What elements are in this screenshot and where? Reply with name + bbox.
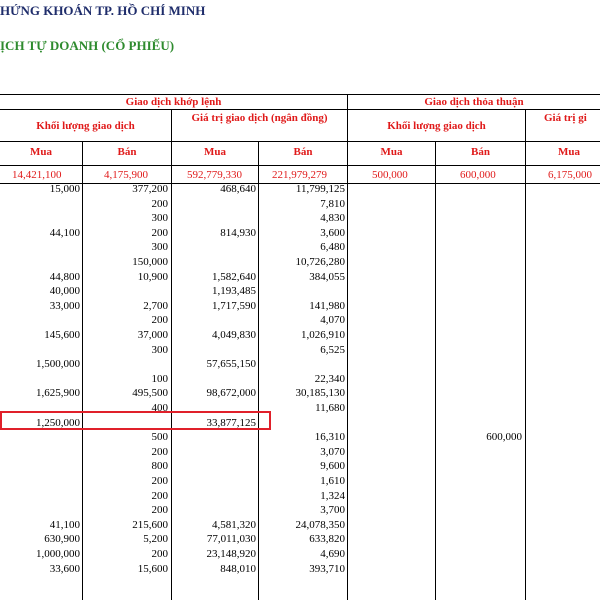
cell-sell-value: 141,980 [309, 299, 345, 312]
cell-buy-volume: 1,625,900 [36, 387, 80, 400]
highlight-box [0, 411, 271, 430]
cell-buy-value: 77,011,030 [206, 533, 256, 546]
cell-sell-value: 9,600 [320, 460, 345, 473]
cell-sell-value: 11,680 [315, 402, 345, 414]
col-buy-neg-value: Mua [558, 146, 580, 158]
cell-sell-volume: 2,700 [143, 299, 168, 312]
table-row [0, 314, 600, 327]
table-row [0, 548, 600, 561]
table-row [0, 271, 600, 284]
table-row [0, 344, 600, 357]
cell-sell-value: 30,185,130 [295, 387, 345, 400]
cell-sell-value: 16,310 [314, 431, 345, 444]
value-subheader: Giá trị giao dịch (ngân đồng) [191, 112, 328, 124]
total-sell-value: 221,979,279 [272, 169, 327, 181]
table-row [0, 358, 600, 371]
col-buy-volume: Mua [30, 146, 52, 158]
table-row [0, 563, 600, 576]
cell-sell-volume: 200 [151, 548, 168, 560]
cell-buy-volume: 33,600 [49, 562, 80, 575]
total-sell-volume: 4,175,900 [104, 169, 148, 181]
cell-sell-value: 633,820 [309, 533, 345, 546]
cell-sell-value: 4,830 [320, 212, 345, 225]
cell-sell-volume: 215,600 [132, 518, 168, 531]
cell-sell-volume: 150,000 [132, 256, 168, 268]
cell-sell-volume: 200 [151, 314, 168, 327]
cell-buy-value: 1,193,485 [212, 285, 256, 298]
table-row [0, 475, 600, 488]
table-row [0, 490, 600, 503]
cell-sell-value: 11,799,125 [295, 183, 345, 195]
matched-group-header: Giao dịch khớp lệnh [125, 96, 222, 108]
report-title: HỨNG KHOÁN TP. HỒ CHÍ MINH [0, 3, 206, 18]
cell-sell-value: 4,690 [320, 548, 345, 560]
cell-sell-value: 10,726,280 [295, 256, 345, 268]
cell-sell-value: 384,055 [309, 270, 345, 283]
cell-sell-volume: 400 [151, 402, 168, 414]
table-row [0, 227, 600, 240]
table-row [0, 329, 600, 342]
cell-sell-volume: 100 [151, 372, 168, 385]
table-row [0, 519, 600, 532]
cell-buy-volume: 15,000 [49, 183, 80, 195]
cell-sell-neg-volume: 600,000 [486, 431, 522, 444]
neg-value-subheader: Giá trị gi [544, 112, 587, 124]
cell-sell-volume: 200 [151, 489, 168, 502]
cell-buy-volume: 1,000,000 [36, 548, 80, 560]
cell-sell-value: 1,324 [320, 489, 345, 502]
cell-sell-volume: 200 [151, 445, 168, 458]
cell-buy-value: 23,148,920 [206, 548, 256, 560]
cell-buy-volume: 1,500,000 [36, 358, 80, 371]
group-header-divider [0, 109, 600, 110]
neg-volume-subheader: Khối lượng giao dịch [387, 120, 486, 132]
cell-sell-value: 1,026,910 [301, 329, 345, 341]
table-row [0, 241, 600, 254]
table-row [0, 212, 600, 225]
col-sell-value: Bán [293, 146, 313, 158]
cell-buy-volume: 41,100 [49, 518, 80, 531]
cell-sell-volume: 495,500 [132, 387, 168, 400]
col-sell-volume: Bán [117, 146, 137, 158]
cell-sell-value: 22,340 [314, 372, 345, 385]
total-buy-volume: 14,421,100 [12, 169, 62, 181]
cell-sell-value: 1,610 [320, 475, 345, 487]
cell-sell-value: 6,480 [320, 241, 345, 254]
cell-buy-value: 98,672,000 [206, 387, 256, 400]
cell-sell-volume: 300 [151, 241, 168, 254]
negotiated-group-header: Giao dịch thỏa thuận [424, 96, 524, 108]
cell-buy-value: 814,930 [220, 226, 256, 239]
table-row [0, 285, 600, 298]
table-row [0, 300, 600, 313]
total-buy-neg-value: 6,175,000 [548, 169, 592, 181]
table-row [0, 183, 600, 196]
cell-buy-value: 468,640 [220, 183, 256, 195]
cell-buy-value: 33,877,125 [206, 416, 256, 429]
cell-sell-volume: 15,600 [137, 562, 168, 575]
cell-sell-value: 6,525 [320, 343, 345, 356]
table-row [0, 387, 600, 400]
cell-sell-volume: 800 [151, 460, 168, 473]
col-sell-neg-volume: Bán [471, 146, 490, 158]
cell-buy-volume: 145,600 [44, 329, 80, 341]
total-buy-value: 592,779,330 [187, 169, 242, 181]
subheader-divider [0, 141, 600, 142]
cell-sell-value: 24,078,350 [295, 518, 345, 531]
cell-buy-volume: 44,100 [49, 226, 80, 239]
col-buy-neg-volume: Mua [380, 146, 403, 158]
cell-buy-volume: 44,800 [49, 270, 80, 283]
cell-sell-value: 7,810 [320, 197, 345, 210]
table-row [0, 460, 600, 473]
cell-sell-volume: 10,900 [137, 270, 168, 283]
volume-subheader: Khối lượng giao dịch [36, 120, 135, 132]
cell-sell-volume: 200 [151, 226, 168, 239]
table-row [0, 198, 600, 211]
cell-buy-value: 1,717,590 [212, 299, 256, 312]
cell-buy-volume: 630,900 [44, 533, 80, 546]
table-top-border [0, 94, 600, 95]
total-buy-neg-volume: 500,000 [372, 169, 408, 181]
cell-sell-value: 3,600 [320, 226, 345, 239]
cell-buy-value: 4,581,320 [212, 518, 256, 531]
cell-buy-value: 57,655,150 [206, 358, 256, 371]
cell-sell-value: 3,700 [320, 504, 345, 517]
cell-buy-volume: 1,250,000 [36, 416, 80, 429]
cell-sell-value: 4,070 [320, 314, 345, 327]
table-row [0, 431, 600, 444]
report-subtitle: ỊCH TỰ DOANH (CỔ PHIẾU) [0, 38, 175, 53]
cell-buy-value: 848,010 [220, 562, 256, 575]
cell-sell-volume: 200 [151, 197, 168, 210]
column-header-divider [0, 165, 600, 166]
table-row [0, 446, 600, 459]
cell-sell-volume: 200 [151, 504, 168, 517]
cell-sell-volume: 377,200 [132, 183, 168, 195]
cell-sell-value: 3,070 [320, 445, 345, 458]
table-row [0, 256, 600, 269]
cell-buy-value: 4,049,830 [212, 329, 256, 341]
cell-buy-volume: 33,000 [49, 299, 80, 312]
cell-sell-volume: 300 [151, 343, 168, 356]
cell-sell-volume: 37,000 [137, 329, 168, 341]
total-sell-neg-volume: 600,000 [460, 169, 496, 181]
table-body [0, 183, 600, 575]
cell-buy-volume: 40,000 [49, 285, 80, 298]
table-row [0, 504, 600, 517]
cell-sell-volume: 500 [151, 431, 168, 444]
cell-sell-volume: 300 [151, 212, 168, 225]
cell-sell-value: 393,710 [309, 562, 345, 575]
cell-buy-value: 1,582,640 [212, 270, 256, 283]
table-row [0, 533, 600, 546]
cell-sell-volume: 200 [151, 475, 168, 487]
table-row [0, 373, 600, 386]
cell-sell-volume: 5,200 [143, 533, 168, 546]
col-buy-value: Mua [204, 146, 226, 158]
